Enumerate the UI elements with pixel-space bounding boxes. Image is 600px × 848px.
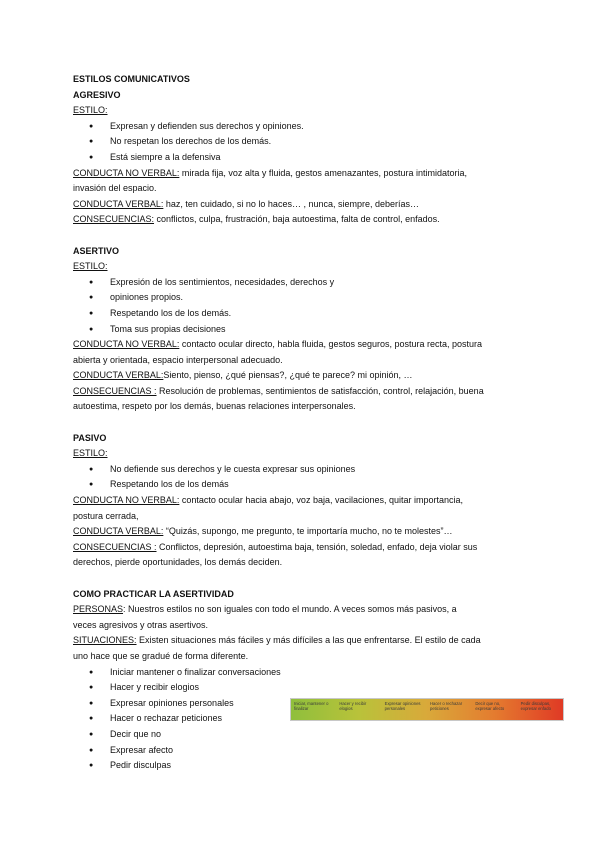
consecuencias-cont: autoestima, respeto por los demás, buenas relaciones interpersonales. [73,401,356,412]
list-item: ● Decir que no [73,727,533,743]
estilo-label: ESTILO: [73,448,108,459]
heading-practicar: COMO PRACTICAR LA ASERTIVIDAD [73,588,234,599]
scale-segment: Iniciar, mantener o finalizar [294,701,329,711]
pasivo-bullets [73,462,533,493]
list-item: ● Toma sus propias decisiones [73,322,533,338]
difficulty-scale-bar [290,698,564,721]
situaciones-paragraph-cont: uno hace que se gradué de forma diferente. [73,650,249,661]
conducta-no-verbal-cont: invasión del espacio. [73,183,157,194]
list-item: ● Pedir disculpas [73,758,533,774]
conducta-no-verbal: CONDUCTA NO VERBAL: mirada fija, voz alta y fluida, gestos amenazantes, postura intimidatoria, [73,167,468,178]
document-body [73,72,533,774]
list-item: ● Hacer y recibir elogios [73,680,533,696]
conducta-no-verbal: CONDUCTA NO VERBAL: contacto ocular hacia abajo, voz baja, vacilaciones, quitar importancia, [73,495,464,506]
list-item: ● Hacer o rechazar peticiones [73,711,533,727]
list-item: ● No respetan los derechos de los demás. [73,134,533,150]
consecuencias-cont: derechos, pierde oportunidades, los demás deciden. [73,557,283,568]
document-title: ESTILOS COMUNICATIVOS [73,74,190,84]
conducta-verbal: CONDUCTA VERBAL:Siento, pienso, ¿qué piensas?, ¿qué te parece? mi opinión, … [73,370,413,381]
list-item: ● Expresar afecto [73,743,533,759]
list-item: ● Iniciar mantener o finalizar conversaciones [73,665,533,681]
asertivo-bullets [73,275,533,337]
personas-paragraph-cont: veces agresivos y otras asertivos. [73,619,209,630]
scale-segment: Decir que no, expresar afecto [475,701,505,711]
scale-segment: Expresar opiniones personales [384,701,421,711]
heading-asertivo: ASERTIVO [73,245,120,256]
conducta-no-verbal-cont: postura cerrada, [73,510,139,521]
heading-pasivo: PASIVO [73,432,107,443]
conducta-no-verbal: CONDUCTA NO VERBAL: contacto ocular directo, habla fluida, gestos seguros, postura recta, postura [73,339,483,350]
estilo-label: ESTILO: [73,105,108,116]
consecuencias: CONSECUENCIAS: conflictos, culpa, frustración, baja autoestima, falta de control, enfados. [73,214,440,225]
scale-segment: Hacer o rechazar peticiones [429,701,463,711]
list-item: ● Expresión de los sentimientos, necesidades, derechos y [73,275,533,291]
scale-segment: Hacer y recibir elogios [339,701,367,711]
conducta-verbal: CONDUCTA VERBAL: haz, ten cuidado, si no lo haces… , nunca, siempre, deberías… [73,198,420,209]
list-item: ● opiniones propios. [73,290,533,306]
list-item: ● Respetando los de los demás. [73,306,533,322]
scale-segment: Pedir disculpas, expresar enfado [520,701,551,711]
conducta-verbal: CONDUCTA VERBAL: “Quizás, supongo, me pregunto, te importaría mucho, no te molestes”… [73,526,453,537]
list-item: ● Respetando los de los demás [73,477,533,493]
list-item: ● Expresan y defienden sus derechos y opiniones. [73,119,533,135]
list-item: ● Está siempre a la defensiva [73,150,533,166]
list-item: ● Expresar opiniones personales [73,696,533,712]
consecuencias: CONSECUENCIAS : Conflictos, depresión, autoestima baja, tensión, soledad, enfado, deja violar sus [73,541,478,552]
situaciones-paragraph: SITUACIONES: Existen situaciones más fáciles y más difíciles a las que enfrentarse. El estilo de cada [73,635,481,646]
consecuencias: CONSECUENCIAS : Resolución de problemas, sentimientos de satisfacción, control, relajación, buena [73,385,484,396]
conducta-no-verbal-cont: abierta y orientada, espacio interpersonal adecuado. [73,354,283,365]
list-item: ● No defiende sus derechos y le cuesta expresar sus opiniones [73,462,533,478]
personas-paragraph: PERSONAS: Nuestros estilos no son iguales con todo el mundo. A veces somos más pasivos, a [73,604,457,615]
heading-agresivo: AGRESIVO [73,89,121,100]
agresivo-bullets [73,119,533,166]
estilo-label: ESTILO: [73,261,108,272]
